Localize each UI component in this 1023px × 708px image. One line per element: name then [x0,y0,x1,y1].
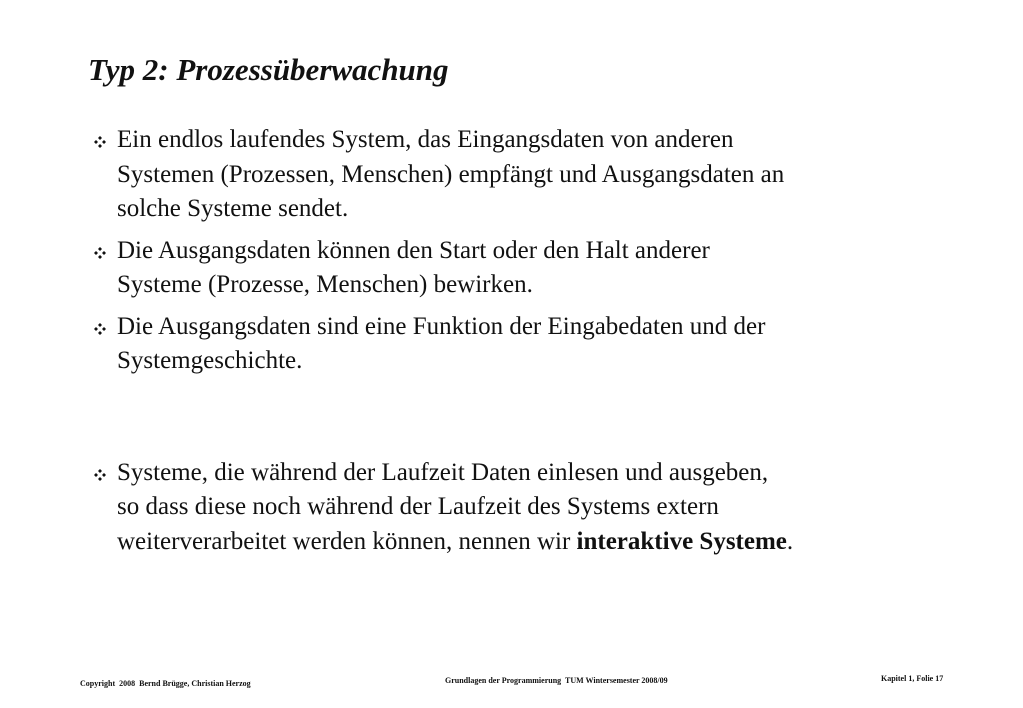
footer-copyright: Copyright 2008 Bernd Brügge, Christian Herzog [80,679,251,688]
bullet-line-with-emphasis [117,525,988,560]
bullet-line-start: weiterverarbeitet werden können, nennen wir [117,527,577,555]
bullet-line: Systeme, die während der Laufzeit Daten einlesen und ausgeben, [117,458,769,486]
bullet-item [88,234,988,303]
bullet-list [88,123,988,559]
emphasis-text: interaktive Systeme [576,527,787,555]
bullet-line: Systemen (Prozessen, Menschen) empfängt und Ausgangsdaten an [117,160,785,188]
bullet-line: Ein endlos laufendes System, das Eingangsdaten von anderen [117,126,734,153]
bullet-line: Systeme (Prozesse, Menschen) bewirken. [117,271,533,298]
footer-slide-number: Kapitel 1, Folie 17 [881,674,944,683]
footer-course: Grundlagen der Programmierung TUM Wintersemester 2008/09 [445,676,668,685]
bullet-item [88,123,988,227]
bullet-line: so dass diese noch während der Laufzeit des Systems extern [117,493,719,520]
bullet-line-suffix: . [786,527,794,555]
bullet-line: solche Systeme sendet. [117,195,349,222]
slide-title: Typ 2: Prozessüberwachung [88,52,449,87]
bullet-line: Die Ausgangsdaten sind eine Funktion der Eingabedaten und der [117,312,766,340]
four-diamond-bullet-icon [94,136,106,148]
bullet-item [88,310,988,379]
four-diamond-bullet-icon [94,469,106,481]
four-diamond-bullet-icon [94,323,106,335]
bullet-item [88,456,988,560]
bullet-line: Systemgeschichte. [117,347,303,374]
four-diamond-bullet-icon [94,247,106,259]
bullet-line: Die Ausgangsdaten können den Start oder den Halt anderer [117,236,710,264]
